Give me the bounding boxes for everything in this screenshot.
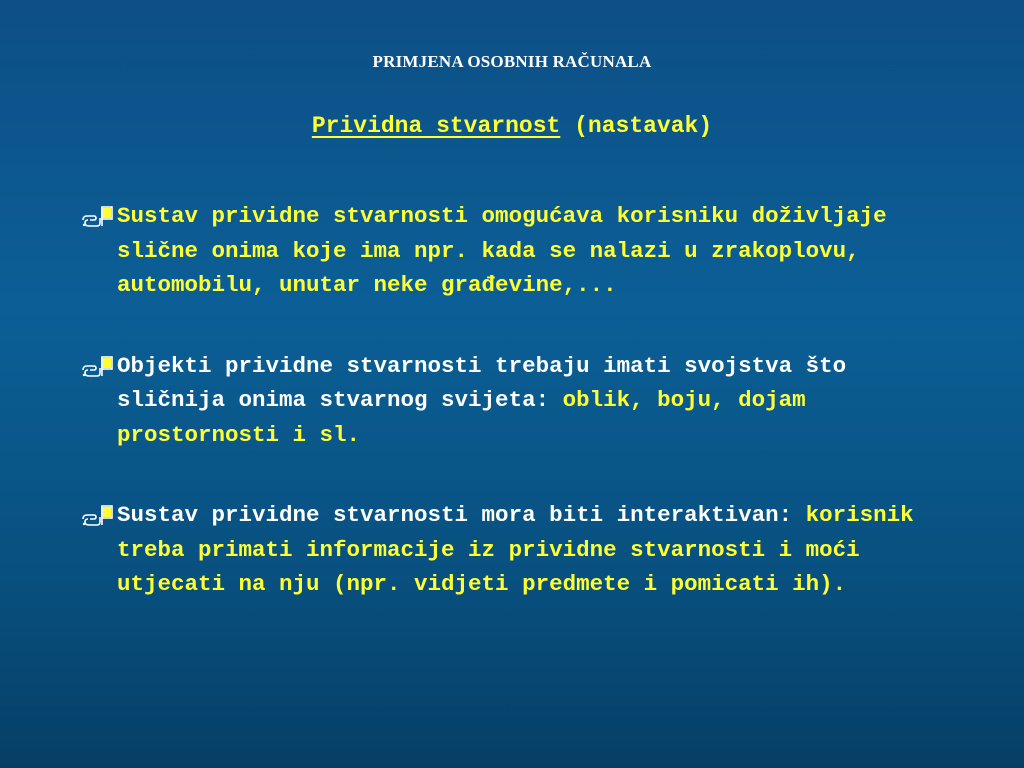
bullet-text-highlight: korisnik treba primati informacije iz prividne stvarnosti i moći utjecati na nju (npr. vidjeti predmete i pomicati ih). [117, 502, 914, 597]
slide-title [0, 113, 1024, 139]
bullet-text-white: Objekti prividne stvarnosti trebaju imati svojstva što sličnija onima stvarnog svijeta: [117, 352, 847, 413]
hand-pointer-icon [80, 205, 116, 229]
bullet-item [80, 349, 960, 453]
hand-pointer-icon [80, 504, 116, 528]
bullet-text-highlight: oblik, boju, dojam prostornosti i sl. [117, 387, 806, 448]
bullet-item [80, 498, 960, 602]
bullet-item [80, 199, 960, 303]
bullet-text-white: Sustav prividne stvarnosti mora biti interaktivan: [117, 502, 806, 528]
slide-title-suffix: (nastavak) [560, 113, 713, 139]
bullet-list [80, 199, 960, 648]
slide-header: PRIMJENA OSOBNIH RAČUNALA [372, 52, 652, 71]
bullet-text-highlight: Sustav prividne stvarnosti omogućava korisniku doživljaje slične onima koje ima npr. kada se nalazi u zrakoplovu, automobilu, unutar neke građevine,... [117, 203, 887, 298]
slide-title-main: Prividna stvarnost [311, 113, 561, 139]
hand-pointer-icon [80, 355, 116, 379]
